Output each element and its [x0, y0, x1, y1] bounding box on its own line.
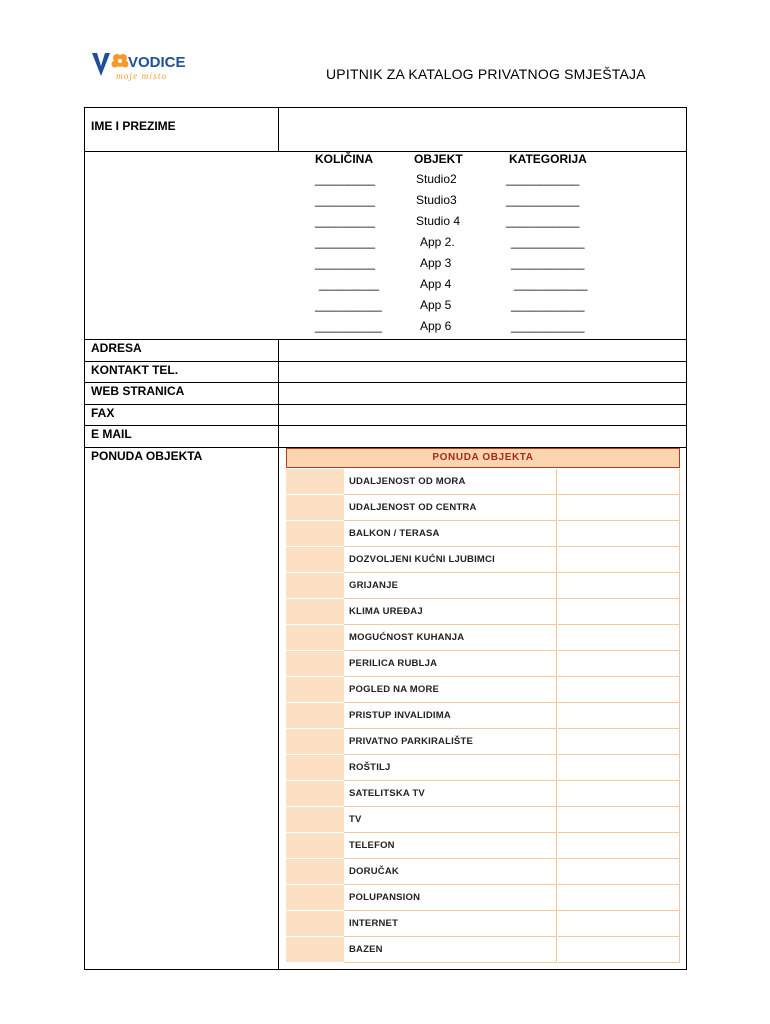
offer-value-cell[interactable] — [558, 521, 680, 547]
column-divider — [278, 108, 279, 151]
object-name: App 5 — [420, 298, 452, 312]
row-divider — [85, 151, 686, 152]
object-name: App 4 — [420, 277, 452, 291]
category-blank[interactable]: ___________ — [514, 277, 588, 291]
offer-row — [286, 599, 680, 625]
category-blank[interactable]: ___________ — [511, 256, 585, 270]
offer-value-cell[interactable] — [558, 807, 680, 833]
quantity-blank[interactable]: _________ — [315, 172, 376, 186]
offer-value-cell[interactable] — [558, 703, 680, 729]
column-divider — [278, 339, 279, 969]
offer-swatch-cell[interactable] — [286, 781, 344, 807]
offer-row — [286, 651, 680, 677]
offer-swatch-cell[interactable] — [286, 495, 344, 521]
offer-item-label: UDALJENOST OD CENTRA — [344, 495, 557, 521]
offer-swatch-cell[interactable] — [286, 547, 344, 573]
offer-swatch-cell[interactable] — [286, 807, 344, 833]
offer-item-label: UDALJENOST OD MORA — [344, 469, 557, 495]
offer-swatch-cell[interactable] — [286, 651, 344, 677]
offer-row — [286, 859, 680, 885]
offer-value-cell[interactable] — [558, 833, 680, 859]
quantity-blank[interactable]: _________ — [319, 277, 380, 291]
category-header: KATEGORIJA — [509, 152, 587, 166]
offer-swatch-cell[interactable] — [286, 469, 344, 495]
offer-row — [286, 573, 680, 599]
offer-value-cell[interactable] — [558, 547, 680, 573]
offer-value-cell[interactable] — [558, 781, 680, 807]
phone-label: KONTAKT TEL. — [91, 363, 179, 377]
offer-row — [286, 547, 680, 573]
offer-item-label: SATELITSKA TV — [344, 781, 557, 807]
quantity-blank[interactable]: __________ — [315, 319, 382, 333]
offer-item-label: INTERNET — [344, 911, 557, 937]
object-name: Studio3 — [416, 193, 457, 207]
offer-item-label: PRISTUP INVALIDIMA — [344, 703, 557, 729]
offer-item-label: BAZEN — [344, 937, 557, 963]
object-name: App 6 — [420, 319, 452, 333]
offer-row — [286, 937, 680, 963]
offer-value-cell[interactable] — [558, 469, 680, 495]
offer-row — [286, 729, 680, 755]
offer-value-cell[interactable] — [558, 911, 680, 937]
offer-swatch-cell[interactable] — [286, 677, 344, 703]
offer-row — [286, 703, 680, 729]
offer-row — [286, 885, 680, 911]
offer-item-label: BALKON / TERASA — [344, 521, 557, 547]
offer-item-label: DOZVOLJENI KUĆNI LJUBIMCI — [344, 547, 557, 573]
offer-value-cell[interactable] — [558, 885, 680, 911]
logo-tagline-text: moje misto — [116, 71, 168, 81]
offer-value-cell[interactable] — [558, 729, 680, 755]
offer-item-label: PRIVATNO PARKIRALIŠTE — [344, 729, 557, 755]
accommodation-form — [84, 107, 687, 970]
object-name: App 3 — [420, 256, 452, 270]
quantity-blank[interactable]: __________ — [315, 298, 382, 312]
offer-row — [286, 469, 680, 495]
quantity-header: KOLIČINA — [315, 152, 373, 166]
offer-swatch-cell[interactable] — [286, 599, 344, 625]
offer-item-label: PERILICA RUBLJA — [344, 651, 557, 677]
offer-value-cell[interactable] — [558, 573, 680, 599]
offer-value-cell[interactable] — [558, 859, 680, 885]
offer-row — [286, 833, 680, 859]
offer-row — [286, 625, 680, 651]
offer-value-cell[interactable] — [558, 677, 680, 703]
offer-value-cell[interactable] — [558, 755, 680, 781]
address-field[interactable] — [280, 340, 684, 360]
offer-item-label: KLIMA UREĐAJ — [344, 599, 557, 625]
offer-value-cell[interactable] — [558, 495, 680, 521]
quantity-blank[interactable]: _________ — [315, 193, 376, 207]
object-header: OBJEKT — [414, 152, 463, 166]
offer-swatch-cell[interactable] — [286, 521, 344, 547]
offer-item-label: POLUPANSION — [344, 885, 557, 911]
quantity-blank[interactable]: _________ — [315, 214, 376, 228]
category-blank[interactable]: ___________ — [511, 319, 585, 333]
object-name: Studio 4 — [416, 214, 461, 228]
offer-swatch-cell[interactable] — [286, 729, 344, 755]
offer-swatch-cell[interactable] — [286, 859, 344, 885]
offer-value-cell[interactable] — [558, 651, 680, 677]
offer-swatch-cell[interactable] — [286, 885, 344, 911]
offer-label: PONUDA OBJEKTA — [91, 449, 203, 463]
offer-item-label: MOGUĆNOST KUHANJA — [344, 625, 557, 651]
address-label: ADRESA — [91, 341, 142, 355]
fax-field[interactable] — [280, 405, 684, 424]
offer-value-cell[interactable] — [558, 599, 680, 625]
offer-row — [286, 677, 680, 703]
name-label: IME I PREZIME — [91, 119, 176, 133]
category-blank[interactable]: ___________ — [506, 193, 580, 207]
website-label: WEB STRANICA — [91, 384, 185, 398]
document-title: UPITNIK ZA KATALOG PRIVATNOG SMJEŠTAJA — [326, 66, 646, 82]
offer-item-label: ROŠTILJ — [344, 755, 557, 781]
offer-swatch-cell[interactable] — [286, 937, 344, 963]
quantity-blank[interactable]: _________ — [315, 256, 376, 270]
offer-value-cell[interactable] — [558, 937, 680, 963]
offer-item-label: TELEFON — [344, 833, 557, 859]
offer-row — [286, 755, 680, 781]
email-field[interactable] — [280, 426, 684, 446]
offer-swatch-cell[interactable] — [286, 911, 344, 937]
fax-label: FAX — [91, 406, 115, 420]
email-label: E MAIL — [91, 427, 132, 441]
offer-swatch-cell[interactable] — [286, 573, 344, 599]
quantity-blank[interactable]: _________ — [315, 235, 376, 249]
category-blank[interactable]: ___________ — [506, 214, 580, 228]
offer-row — [286, 911, 680, 937]
offer-table-title: PONUDA OBJEKTA — [286, 448, 680, 468]
offer-row — [286, 495, 680, 521]
offer-swatch-cell[interactable] — [286, 833, 344, 859]
offer-swatch-cell[interactable] — [286, 625, 344, 651]
offer-row — [286, 521, 680, 547]
object-name: Studio2 — [416, 172, 457, 186]
offer-swatch-cell[interactable] — [286, 755, 344, 781]
offer-swatch-cell[interactable] — [286, 703, 344, 729]
offer-item-label: GRIJANJE — [344, 573, 557, 599]
vodice-logo-mark — [90, 50, 190, 84]
offer-item-label: POGLED NA MORE — [344, 677, 557, 703]
vodice-logo — [90, 50, 190, 84]
offer-value-cell[interactable] — [558, 625, 680, 651]
category-blank[interactable]: ___________ — [511, 235, 585, 249]
phone-field[interactable] — [280, 362, 684, 381]
category-blank[interactable]: ___________ — [506, 172, 580, 186]
offer-row — [286, 807, 680, 833]
logo-brand-text: VODICE — [128, 54, 186, 71]
website-field[interactable] — [280, 383, 684, 403]
offer-item-label: DORUČAK — [344, 859, 557, 885]
offer-item-label: TV — [344, 807, 557, 833]
offer-row — [286, 781, 680, 807]
category-blank[interactable]: ___________ — [511, 298, 585, 312]
name-field[interactable] — [280, 109, 684, 150]
object-name: App 2. — [420, 235, 455, 249]
